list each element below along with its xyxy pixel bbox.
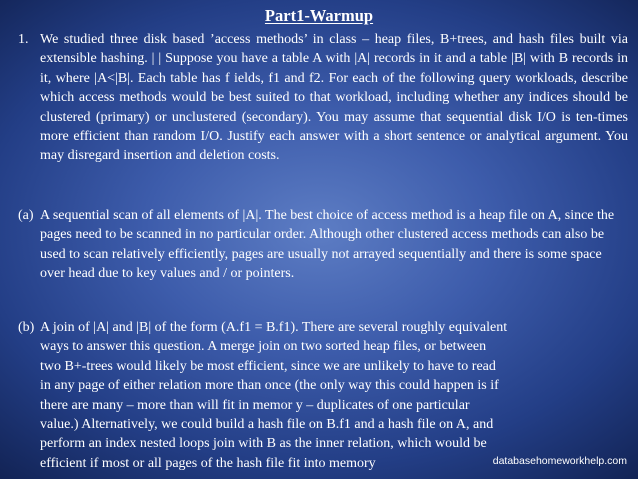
- answer-text-a: A sequential scan of all elements of |A|. The best choice of access method is a heap file on A, since the pages need to be scanned in no particular order. Although other clustered access methods can also be used to scan relatively efficiently, pages are usually not arrayed sequentially and there is some space over head due to key values and / or pointers.: [40, 208, 615, 282]
- answer-paragraph-b: [18, 318, 628, 473]
- question-text: We studied three disk based ’access methods’ in class – heap files, B+trees, and hash files built via extensible hashing. | | Suppose you have a table A with |A| records in it and a table |B| with B records in it, where |A<|B|. Each table has f ields, f1 and f2. For each of the following query workloads, describe which access methods would be best suited to that workload, including whether any indices should be clustered (primary) or unclustered (secondary). You may assume that sequential disk I/O is ten-times more efficient than random I/O. Justify each answer with a short sentence or analytical argument. You may disregard insertion and deletion costs.: [40, 32, 628, 164]
- answer-marker-a: (a): [18, 208, 34, 223]
- answer-text-b: A join of |A| and |B| of the form (A.f1 = B.f1). There are several roughly equivalent ways to answer this question. A merge join on two sorted heap files, or between two B+-trees would likely be most efficient, since we are unlikely to have to read in any page of either relation more than once (the only way this could happen is if there are many – more than will fit in memor y – duplicates of one particular value.) Alternatively, we could build a hash file on B.f1 and a hash file on A, and perform an index nested loops join with B as the inner relation, which would be efficient if most or all pages of the hash file fit into memory: [40, 320, 508, 471]
- footer-website-link[interactable]: databasehomeworkhelp.com: [492, 455, 627, 467]
- answer-paragraph-a: [18, 206, 628, 284]
- answer-marker-b: (b): [18, 320, 35, 335]
- slide-title: Part1-Warmup: [264, 6, 374, 25]
- question-paragraph: [18, 30, 628, 166]
- question-number: 1.: [18, 32, 29, 47]
